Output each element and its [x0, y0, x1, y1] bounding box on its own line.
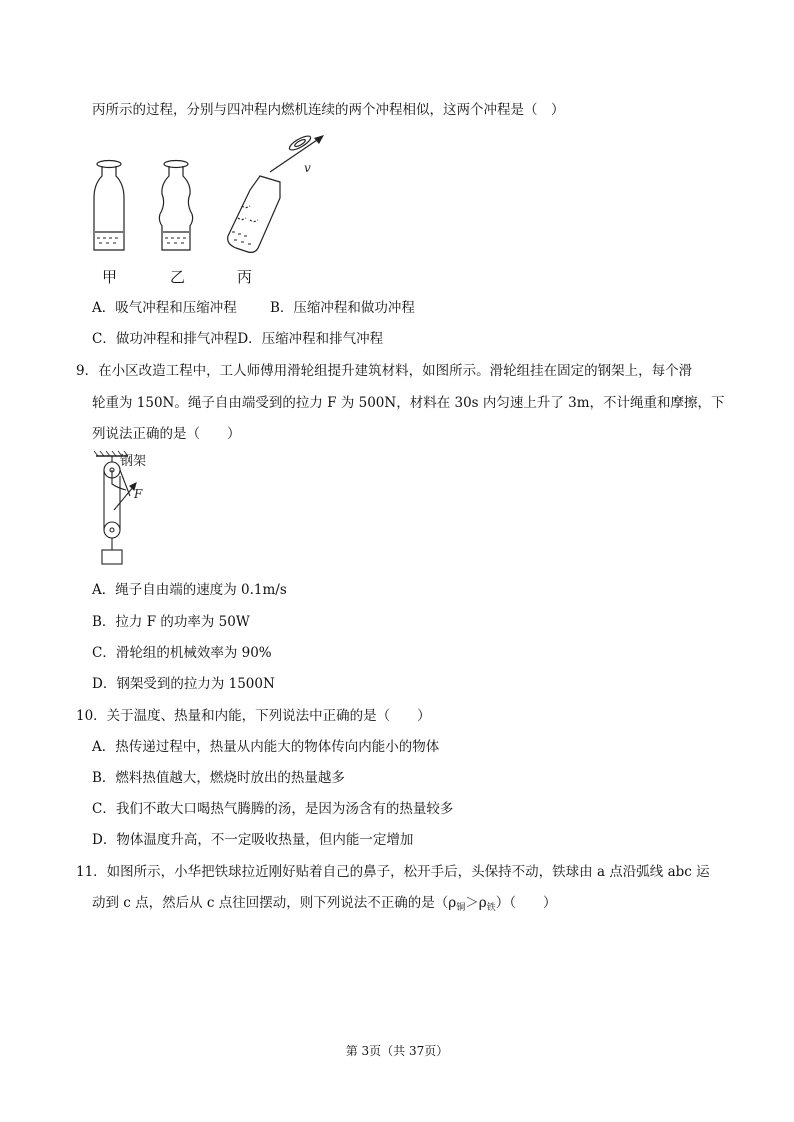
q11-stem-line2: 动到 c 点，然后从 c 点往回摆动，则下列说法不正确的是$(\rho_铜>\rho_铁)$（ ） — [92, 895, 557, 913]
q9-option-d: D．钢架受到的拉力为 1500N — [92, 676, 275, 692]
q8-option-cd: C．做功冲程和排气冲程D．压缩冲程和排气冲程 — [92, 331, 384, 347]
page-footer: 第 3页（共 37页） — [345, 1044, 449, 1058]
q9-option-c: C．滑轮组的机械效率为 90% — [92, 645, 272, 661]
q8-option-b: B．压缩冲程和做功冲程 — [270, 300, 415, 316]
q10-option-a: A．热传递过程中，热量从内能大的物体传向内能小的物体 — [92, 739, 440, 755]
q8-bottles-figure — [88, 128, 348, 258]
q9-stem-line2: 轮重为 150N。绳子自由端受到的拉力 F 为 500N，材料在 30s 内匀速上升了 3m，不计绳重和摩擦，下 — [92, 395, 725, 411]
velocity-label: v — [304, 161, 311, 175]
q10-stem: 10．关于温度、热量和内能，下列说法中正确的是（ ） — [76, 708, 431, 724]
bottle-jia — [94, 161, 124, 251]
fig-label-bing: 丙 — [237, 268, 253, 286]
fig-label-jia: 甲 — [102, 268, 118, 286]
q10-option-c: C．我们不敢大口喝热气腾腾的汤，是因为汤含有的热量较多 — [92, 801, 454, 817]
q11-stem-line1: 11．如图所示，小华把铁球拉近刚好贴着自己的鼻子，松开手后，头保持不动，铁球由 a 点沿弧线 abc 运 — [76, 864, 710, 880]
frame-label: 钢架 — [120, 454, 147, 469]
q9-option-a: A．绳子自由端的速度为 0.1m/s — [92, 582, 287, 598]
bottle-yi — [159, 161, 192, 251]
q9-stem-line1: 9．在小区改造工程中，工人师傅用滑轮组提升建筑材料，如图所示。滑轮组挂在固定的钢架上，每个滑 — [76, 363, 693, 379]
force-label: F — [134, 487, 143, 501]
q10-option-b: B．燃料热值越大，燃烧时放出的热量越多 — [92, 770, 345, 786]
q8-stem-tail: 丙所示的过程，分别与四冲程内燃机连续的两个冲程相似，这两个冲程是（ ） — [92, 102, 565, 118]
q8-option-a: A．吸气冲程和压缩冲程 — [92, 300, 237, 316]
fig-label-yi: 乙 — [170, 268, 186, 286]
q10-option-d: D．物体温度升高，不一定吸收热量，但内能一定增加 — [92, 832, 414, 848]
q9-stem-line3: 列说法正确的是（ ） — [92, 426, 241, 442]
q9-pulley-figure — [92, 450, 182, 570]
q9-option-b: B．拉力 F 的功率为 50W — [92, 614, 250, 630]
